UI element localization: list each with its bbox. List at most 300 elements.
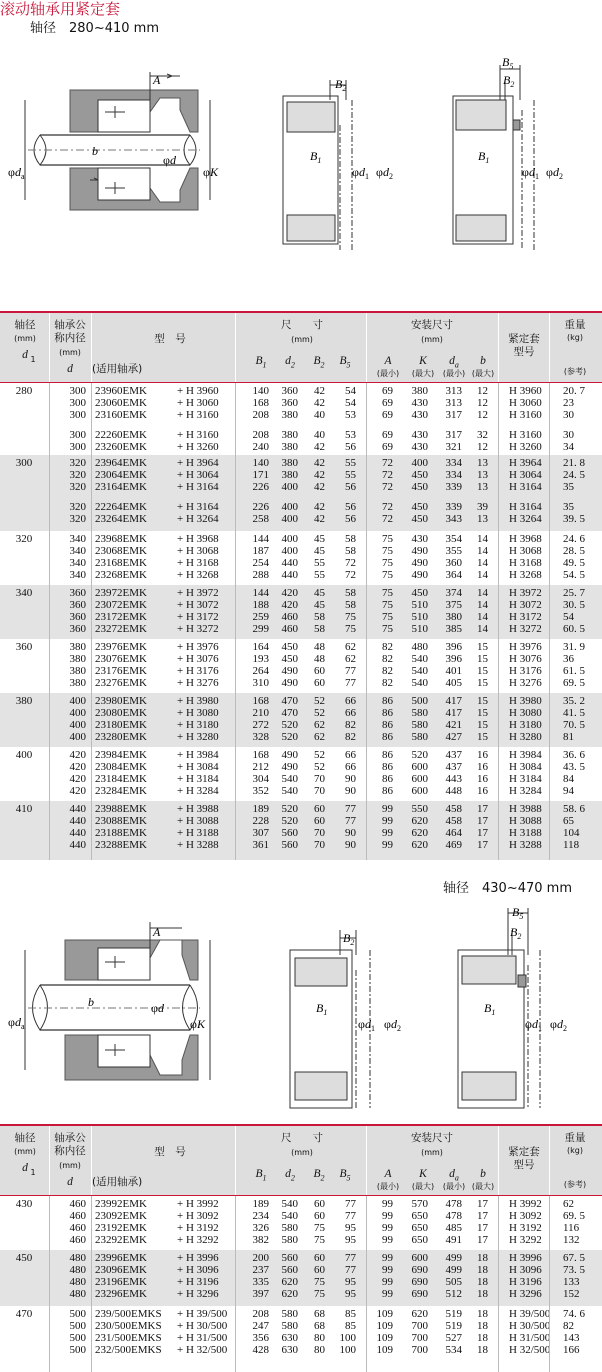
bearing-model: 23196EMK [95,1276,147,1288]
sleeve-type: H 39/500 [509,1308,551,1320]
dim-B1: 382 [252,1234,269,1246]
dim-B1: 187 [252,545,269,557]
install-K: 620 [411,815,428,827]
header-weight-ref: (参考) [563,1180,587,1189]
dim-d2: 560 [281,1252,298,1264]
header-ins-b [470,1168,496,1181]
dim-B2: 42 [314,513,325,525]
install-b: 13 [477,481,488,493]
dim-B1: 326 [252,1222,269,1234]
install-b: 14 [477,557,488,569]
install-A: 86 [382,761,393,773]
bore: 360 [69,587,86,599]
install-K: 650 [411,1210,428,1222]
bore: 480 [69,1252,86,1264]
label-B2 [343,931,354,947]
shaft-diameter: 280 [15,385,33,397]
weight: 25. 7 [563,587,585,599]
header-shaft-symbol: d [22,349,28,361]
sleeve-type: H 3176 [509,665,542,677]
header-dim-B2 [308,355,330,371]
dim-B2-subscript: 2 [320,1173,325,1183]
ins-K-minmax: (最大) [411,1182,435,1191]
column-divider [49,1196,50,1372]
bore: 360 [69,623,86,635]
bearing-table-1 [0,311,602,860]
install-b: 13 [477,469,488,481]
install-b: 15 [477,695,488,707]
bearing-model: 23284EMK [95,785,147,797]
da-subscript: a [20,1022,25,1031]
sleeve-type: H 3192 [509,1222,542,1234]
dim-B1: 335 [252,1276,269,1288]
install-K: 380 [411,385,428,397]
bearing-model: 239/500EMKS [95,1308,162,1320]
dim-B5: 66 [345,749,356,761]
install-da: 321 [445,441,462,453]
dim-d2: 400 [281,481,298,493]
install-da: 534 [445,1344,462,1356]
d-symbol: d [169,153,176,167]
dim-B1: 304 [252,773,269,785]
dim-B5: 58 [345,599,356,611]
sleeve-type: H 3296 [509,1288,542,1300]
weight: 152 [563,1288,580,1300]
install-K: 490 [411,569,428,581]
install-da: 437 [445,761,462,773]
bore: 480 [69,1288,86,1300]
dim-B5: 72 [345,569,356,581]
dim-B2: 42 [314,441,325,453]
install-b: 13 [477,513,488,525]
dim-B1: 397 [252,1288,269,1300]
dim-B1: 140 [252,385,269,397]
column-divider [549,383,550,860]
install-da: 313 [445,397,462,409]
dim-d2: 470 [281,707,298,719]
dim-B5: 82 [345,731,356,743]
dim-d2: 460 [281,611,298,623]
dim-B2: 62 [314,719,325,731]
weight: 30 [563,409,574,421]
header-shaft-unit: (mm) [14,1147,36,1156]
sleeve-type: H 3080 [509,707,542,719]
d1-symbol: d [364,1017,371,1031]
sleeve-code: + H 32/500 [177,1344,228,1356]
sleeve-code: + H 3068 [177,545,219,557]
weight: 132 [563,1234,580,1246]
sleeve-diagram-b [458,908,540,1108]
sleeve-code: + H 3280 [177,731,219,743]
label-phi-d2 [550,1017,567,1033]
install-da: 499 [445,1264,462,1276]
dim-B1: 361 [252,839,269,851]
weight: 104 [563,827,580,839]
dim-d2-symbol: d [285,1168,291,1180]
install-b: 15 [477,653,488,665]
d1-sub: 1 [364,172,369,181]
dim-d2: 450 [281,641,298,653]
install-K: 650 [411,1234,428,1246]
label-phi-K [203,165,219,179]
install-K: 480 [411,641,428,653]
install-K: 570 [411,1198,428,1210]
install-A: 86 [382,707,393,719]
label-B2 [510,925,521,941]
dim-B5-symbol: B [339,1168,347,1180]
dim-d2: 490 [281,761,298,773]
sleeve-type: H 32/500 [509,1344,551,1356]
B1-symbol: B [316,1001,324,1015]
install-K: 620 [411,1308,428,1320]
sleeve-type: H 3160 [509,409,542,421]
bearing-model: 23976EMK [95,641,147,653]
install-A: 75 [382,623,393,635]
sleeve-code: + H 3980 [177,695,219,707]
B1-sub: 1 [317,156,322,165]
phi-symbol: φ [151,1001,158,1015]
install-K: 450 [411,501,428,513]
install-A: 86 [382,695,393,707]
install-b: 17 [477,1210,488,1222]
page-title: 滚动轴承用紧定套 [0,0,121,18]
install-b: 17 [477,827,488,839]
install-b: 18 [477,1264,488,1276]
dim-d2: 400 [281,533,298,545]
ins-da-minmax: (最小) [442,369,466,378]
label-phi-d2 [546,165,563,181]
B2-symbol: B [503,73,511,87]
install-A: 99 [382,1198,393,1210]
sleeve-code: + H 3088 [177,815,219,827]
dim-B1: 144 [252,587,269,599]
dim-d2: 520 [281,731,298,743]
label-A: A [153,73,161,87]
bore: 300 [69,429,86,441]
dim-B2: 58 [314,623,325,635]
label-phi-d2 [376,165,393,181]
B5-sub: 5 [509,62,514,71]
phi-symbol: φ [190,1017,197,1031]
weight: 65 [563,815,574,827]
B2-sub: 2 [517,932,522,941]
section-1-subtitle: 轴径 280~410 mm [30,21,159,36]
B1-sub: 1 [323,1008,328,1017]
header-bore-symbol: d [67,363,73,375]
da-symbol: d [14,165,21,179]
sleeve-type: H 3280 [509,731,542,743]
dim-B5: 62 [345,641,356,653]
label-B2 [335,77,346,93]
install-A: 69 [382,385,393,397]
d2-sub: 2 [562,1024,567,1033]
dim-B1: 307 [252,827,269,839]
dim-B1: 188 [252,599,269,611]
weight: 24. 5 [563,469,585,481]
install-K: 430 [411,441,428,453]
sleeve-code: + H 3064 [177,469,219,481]
header-ins-A [375,355,401,368]
install-b: 14 [477,599,488,611]
install-A: 99 [382,1222,393,1234]
dim-B2: 42 [314,481,325,493]
install-b: 12 [477,385,488,397]
sleeve-type: H 3072 [509,599,542,611]
ins-da-subscript: a [454,1173,459,1183]
phi-symbol: φ [163,153,170,167]
bore: 300 [69,397,86,409]
bore: 360 [69,599,86,611]
sleeve-type: H 3292 [509,1234,542,1246]
dim-d2: 360 [281,385,298,397]
shaft-diameter: 380 [15,695,33,707]
d2-sub: 2 [558,172,563,181]
weight: 39. 5 [563,513,585,525]
weight: 62 [563,1198,574,1210]
bearing-table-2 [0,1124,602,1372]
ins-K-symbol: K [419,355,427,367]
header-weight-ref: (参考) [563,367,587,376]
dim-B1: 247 [252,1320,269,1332]
sleeve-code: + H 3272 [177,623,219,635]
column-divider [235,1196,236,1372]
shaft-diameter: 430 [15,1198,33,1210]
weight: 34 [563,441,574,453]
install-A: 75 [382,599,393,611]
install-K: 510 [411,623,428,635]
dim-B5: 85 [345,1308,356,1320]
install-K: 700 [411,1344,428,1356]
sleeve-code: + H 3264 [177,513,219,525]
weight: 116 [563,1222,580,1234]
header-shaft-unit: (mm) [14,334,36,343]
weight: 31. 9 [563,641,585,653]
sleeve-type: H 31/500 [509,1332,551,1344]
column-divider [91,1196,92,1372]
install-b: 14 [477,569,488,581]
dim-B5-subscript: 5 [346,360,351,370]
dim-B2-symbol: B [313,355,321,367]
sleeve-type: H 3288 [509,839,542,851]
bearing-model: 23960EMK [95,385,147,397]
bore: 500 [69,1344,86,1356]
sleeve-type: H 30/500 [509,1320,551,1332]
dim-B5: 77 [345,1198,356,1210]
install-K: 600 [411,761,428,773]
header-divider [235,1126,236,1195]
dim-B1: 171 [252,469,269,481]
shaft-diameter: 300 [15,457,33,469]
shaft-symbol-subscript: 1 [30,355,36,364]
sleeve-diagram-b [453,65,534,250]
dim-d2: 630 [281,1332,298,1344]
dim-B1-subscript: 1 [262,1173,267,1183]
bore: 440 [69,803,86,815]
install-da: 343 [445,513,462,525]
sleeve-code: + H 3160 [177,429,219,441]
dim-d2: 580 [281,1308,298,1320]
bearing-model: 23980EMK [95,695,147,707]
bore: 300 [69,409,86,421]
header-divider [366,313,367,382]
header-bore: 轴承公 称内径 [54,1132,86,1157]
dim-B2: 52 [314,707,325,719]
weight: 24. 6 [563,533,585,545]
phi-symbol: φ [546,165,553,179]
label-B5 [502,55,513,71]
header-weight-unit: (kg) [567,333,583,342]
install-K: 580 [411,707,428,719]
dim-d2: 400 [281,545,298,557]
d-symbol: d [157,1001,164,1015]
weight: 23 [563,397,574,409]
dim-B2: 45 [314,533,325,545]
ins-b-minmax: (最大) [471,1182,495,1191]
dim-B2: 55 [314,557,325,569]
dim-d2: 380 [281,469,298,481]
dim-B2-symbol: B [313,1168,321,1180]
install-b: 14 [477,545,488,557]
weight: 58. 6 [563,803,585,815]
header-install-unit: (mm) [421,1148,443,1157]
install-b: 14 [477,611,488,623]
weight: 69. 5 [563,1210,585,1222]
dim-d2: 540 [281,773,298,785]
d1-sub: 1 [534,172,539,181]
bearing-model: 23264EMK [95,513,147,525]
install-da: 464 [445,827,462,839]
install-b: 18 [477,1308,488,1320]
label-phi-d1 [358,1017,375,1033]
shaft-diameter: 360 [15,641,33,653]
phi-symbol: φ [525,1017,532,1031]
dim-d2: 400 [281,513,298,525]
dim-B1: 254 [252,557,269,569]
label-phi-d1 [522,165,539,181]
dim-B5: 58 [345,545,356,557]
install-da: 527 [445,1332,462,1344]
bore: 420 [69,773,86,785]
bore: 400 [69,707,86,719]
B2-symbol: B [335,77,343,91]
sleeve-code: + H 3160 [177,409,219,421]
label-phi-d1 [525,1017,542,1033]
dim-B2: 42 [314,469,325,481]
install-K: 700 [411,1320,428,1332]
bearing-model: 231/500EMKS [95,1332,162,1344]
install-A: 99 [382,1276,393,1288]
weight: 82 [563,1320,574,1332]
install-b: 18 [477,1252,488,1264]
install-da: 519 [445,1308,462,1320]
install-b: 15 [477,677,488,689]
bearing-model: 23096EMK [95,1264,147,1276]
install-K: 620 [411,839,428,851]
dim-d2: 380 [281,429,298,441]
install-K: 500 [411,695,428,707]
dim-B2: 60 [314,677,325,689]
ins-da-subscript: a [454,360,459,370]
weight: 35 [563,501,574,513]
phi-symbol: φ [376,165,383,179]
column-divider [549,1196,550,1372]
phi-symbol: φ [550,1017,557,1031]
dim-B1: 264 [252,665,269,677]
install-A: 72 [382,469,393,481]
dim-d2: 490 [281,749,298,761]
weight: 166 [563,1344,580,1356]
B2-symbol: B [343,931,351,945]
dim-B2: 80 [314,1332,325,1344]
d1-symbol: d [531,1017,538,1031]
dim-d2: 520 [281,803,298,815]
da-subscript: a [20,172,25,181]
install-da: 401 [445,665,462,677]
install-A: 109 [376,1308,393,1320]
dim-d2: 380 [281,441,298,453]
label-phi-d [163,153,177,167]
label-b: b [88,995,94,1009]
sleeve-type: H 3172 [509,611,542,623]
bearing-model: 23084EMK [95,761,147,773]
bearing-model: 23064EMK [95,469,147,481]
install-da: 380 [445,611,462,623]
dim-d2: 560 [281,1264,298,1276]
sleeve-type: H 3060 [509,397,542,409]
install-b: 17 [477,839,488,851]
dim-B5: 90 [345,773,356,785]
header-ins-K [410,1168,436,1181]
header-weight-unit: (kg) [567,1146,583,1155]
install-A: 75 [382,611,393,623]
install-da: 364 [445,569,462,581]
dim-B5: 66 [345,707,356,719]
sleeve-code: + H 30/500 [177,1320,228,1332]
dim-B2: 45 [314,587,325,599]
dim-B5-subscript: 5 [346,1173,351,1183]
dim-d2: 380 [281,409,298,421]
dim-B2: 70 [314,839,325,851]
ins-da-symbol: d [449,355,455,367]
install-A: 99 [382,1288,393,1300]
dim-B2: 42 [314,385,325,397]
mounting-diagram [25,922,210,1080]
dim-B5: 75 [345,611,356,623]
dim-B5: 95 [345,1222,356,1234]
install-da: 354 [445,533,462,545]
bearing-model: 23172EMK [95,611,147,623]
dim-B5: 77 [345,815,356,827]
sleeve-type: H 3180 [509,719,542,731]
weight: 36. 6 [563,749,585,761]
install-K: 690 [411,1288,428,1300]
shaft-diameter: 450 [15,1252,33,1264]
dim-d2: 520 [281,815,298,827]
dim-d2: 440 [281,557,298,569]
sleeve-type: H 3284 [509,785,542,797]
shaft-diameter: 400 [15,749,33,761]
label-phi-da [8,1015,25,1031]
install-da: 421 [445,719,462,731]
phi-symbol: φ [522,165,529,179]
install-A: 82 [382,665,393,677]
dim-B2: 48 [314,653,325,665]
install-b: 18 [477,1276,488,1288]
sleeve-code: + H 3084 [177,761,219,773]
dim-B5: 77 [345,1264,356,1276]
dim-B2: 42 [314,397,325,409]
weight: 21. 8 [563,457,585,469]
